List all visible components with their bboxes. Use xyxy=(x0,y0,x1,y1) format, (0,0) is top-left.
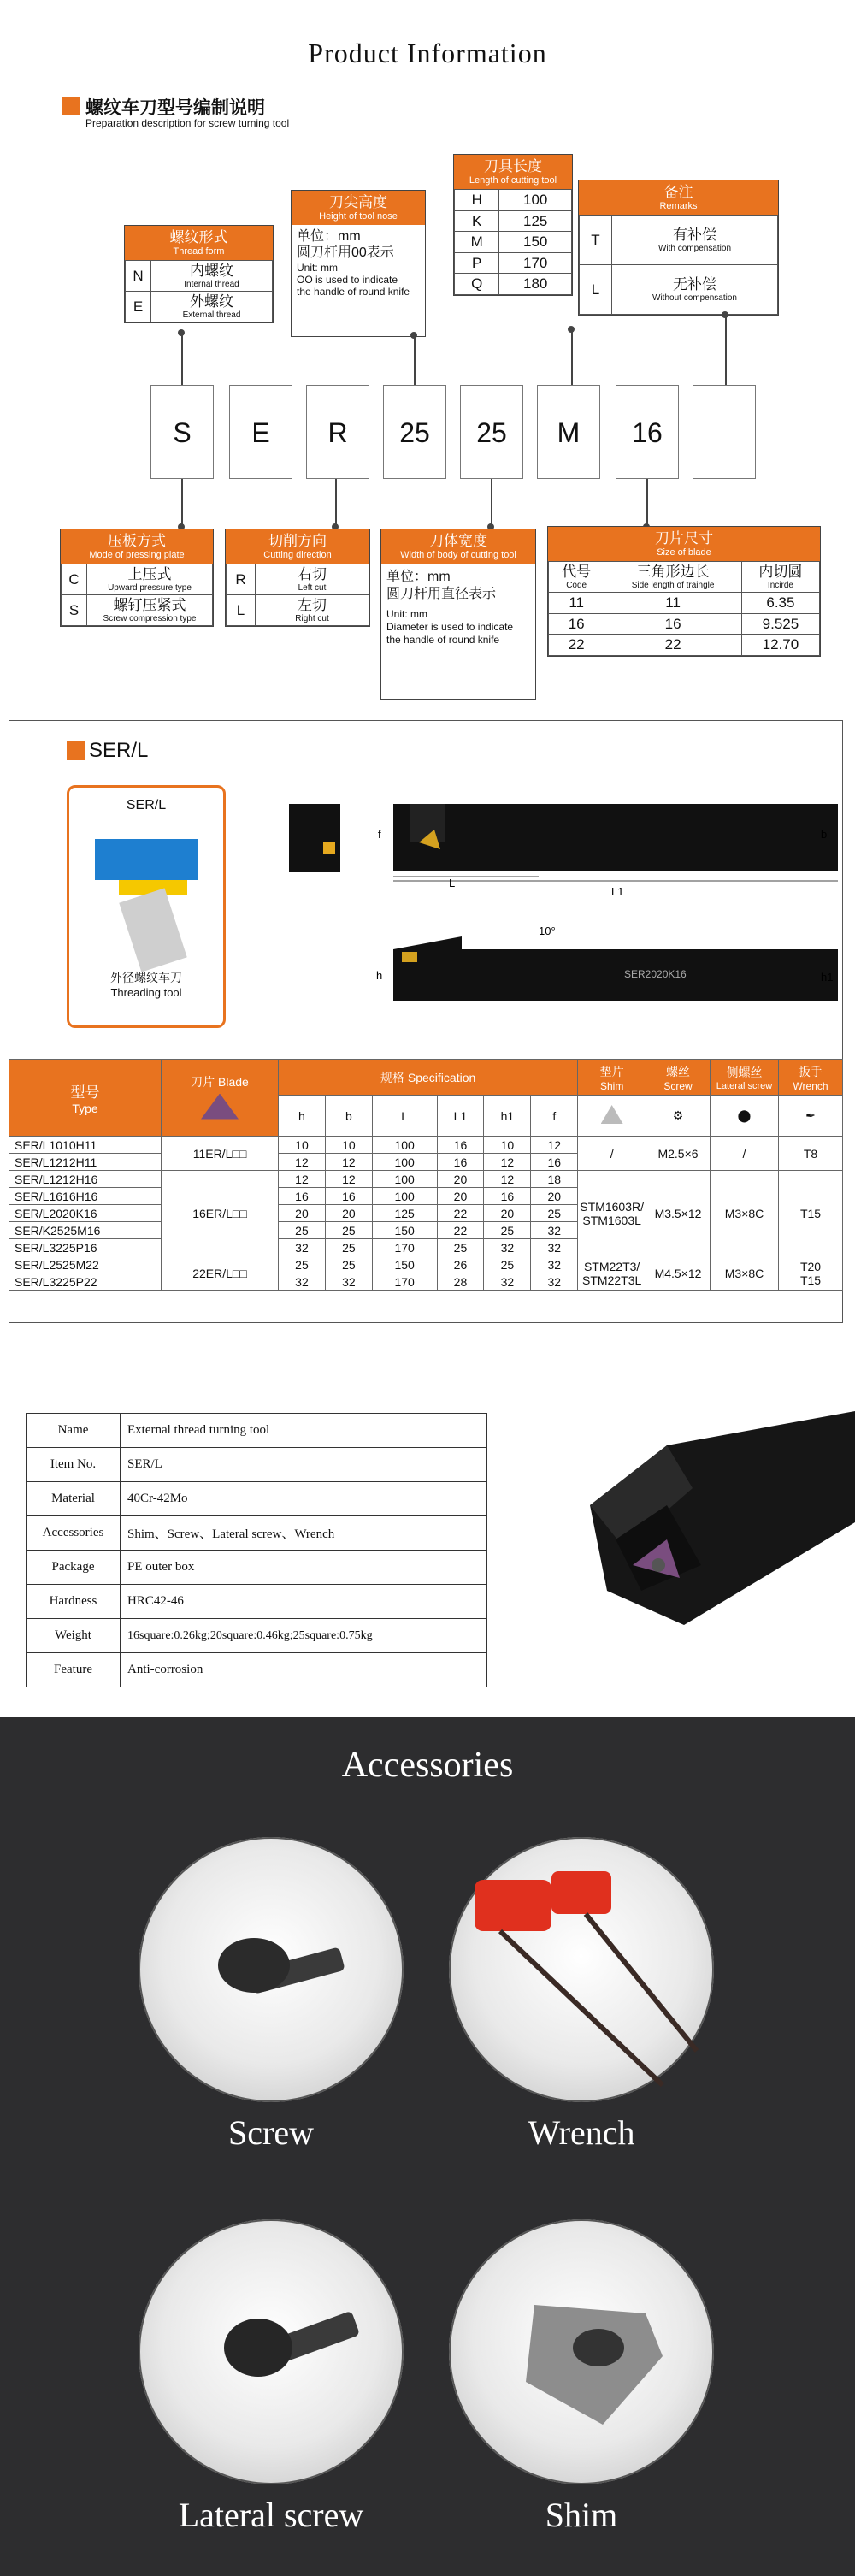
screw-icon: ⚙ xyxy=(672,1108,684,1122)
code-char: R xyxy=(306,385,369,479)
table-row: Weight 16square:0.26kg;20square:0.46kg;25square:0.75kg xyxy=(27,1619,487,1653)
tool-marking: SER2020K16 xyxy=(624,968,687,980)
table-row: Q 180 xyxy=(455,274,572,295)
table-row: E 外螺纹 External thread xyxy=(126,292,273,322)
table-row: T 有补偿 With compensation xyxy=(580,216,778,265)
orange-square-icon xyxy=(67,741,86,760)
table-row: SER/L1010H11 11ER/L□□ 10 10 100 16 10 12 / M2.5×6 / T8 xyxy=(9,1137,843,1154)
info-table xyxy=(26,1413,487,1687)
caption-wrench: Wrench xyxy=(528,2113,635,2152)
lateral-screw-photo xyxy=(139,2219,404,2484)
caption-shim: Shim xyxy=(545,2496,618,2534)
table-row: SER/L3225P16 32 25 170 25 32 32 xyxy=(9,1239,843,1256)
code-char: 25 xyxy=(460,385,523,479)
height-box: 刀尖高度 Height of tool nose 单位：mm 圆刀杆用00表示 Unit: mm OO is used to indicate the handle of round knife xyxy=(291,190,426,337)
dim-L: L xyxy=(449,877,456,889)
accessories-section xyxy=(0,1717,855,2576)
page-title: Product Information xyxy=(308,38,547,68)
table-row: N 内螺纹 Internal thread xyxy=(126,261,273,292)
code-char: 25 xyxy=(383,385,446,479)
tool-photo xyxy=(573,1411,855,1634)
caption-screw: Screw xyxy=(228,2113,314,2152)
table-row: Feature Anti-corrosion xyxy=(27,1653,487,1687)
table-row: R 右切 Left cut xyxy=(227,564,369,595)
shim-icon xyxy=(601,1105,623,1124)
table-row: SER/K2525M16 25 25 150 22 25 32 xyxy=(9,1222,843,1239)
screw-photo xyxy=(139,1837,404,2102)
spec-table: 型号 Type 刀片 Blade 规格 Specification 垫片 Shim 螺丝 Screw 侧螺丝 Lateral screw 扳手 Wrench h b L L1 h1 f ⚙ ⬤ ✒ SER/L1010H11 11ER/L□□ 10 10 100 16 10 12 / M2.5×6 / T8 SER/L1212H11 12 12 100 16 12 16 SER/L1212H16 16ER/L□□ 12 12 100 20 12 18 STM1603R/ STM1603L M3.5×12 M3×8C T15 SER/L1616H16 16 16 100 20 16 20 SER/L2020K16 20 20 125 22 20 25 SER/K2525M16 25 25 150 22 25 32 SER/L3225P16 32 25 170 25 32 32 SER/L2525M22 22ER/L□□ 25 25 150 26 25 32 STM22T3/ STM22T3L M4.5×12 M3×8C T20 T15 SER/L3225P22 32 32 170 28 32 32 xyxy=(9,1059,843,1291)
table-row: Hardness HRC42-46 xyxy=(27,1585,487,1619)
orange-square-icon xyxy=(62,97,80,115)
section-heading-en: Preparation description for screw turning tool xyxy=(86,117,290,129)
lateral-screw-icon: ⬤ xyxy=(737,1108,752,1122)
table-row: L 左切 Right cut xyxy=(227,595,369,626)
dim-h1: h1 xyxy=(821,971,834,984)
wrench-photo xyxy=(449,1837,714,2102)
cutting-direction-box: 切削方向 Cutting direction R 右切 Left cut L 左切 Right cut xyxy=(225,529,370,627)
table-row: SER/L1616H16 16 16 100 20 16 20 xyxy=(9,1188,843,1205)
table-row: H 100 xyxy=(455,190,572,211)
table-row: 11 11 6.35 xyxy=(549,593,820,614)
dim-angle: 10° xyxy=(539,925,556,937)
table-row: SER/L1212H11 12 12 100 16 12 16 xyxy=(9,1154,843,1171)
table-row: SER/L2020K16 20 20 125 22 20 25 xyxy=(9,1205,843,1222)
table-row: C 上压式 Upward pressure type xyxy=(62,564,213,595)
wrench-icon: ✒ xyxy=(805,1108,816,1122)
table-row: S 螺钉压紧式 Screw compression type xyxy=(62,595,213,626)
length-box: 刀具长度 Length of cutting tool H 100 K 125 M 150 P 170 Q 180 xyxy=(453,154,573,296)
accessories-title: Accessories xyxy=(341,1746,514,1785)
table-row: Name External thread turning tool xyxy=(27,1414,487,1448)
dim-h: h xyxy=(376,969,383,982)
table-row: Item No. SER/L xyxy=(27,1448,487,1482)
table-row: SER/L3225P22 32 32 170 28 32 32 xyxy=(9,1273,843,1291)
caption-lateral-screw: Lateral screw xyxy=(178,2496,364,2534)
thread-form-box: 螺纹形式 Thread form N 内螺纹 Internal thread E 外螺纹 External thread xyxy=(124,225,274,323)
table-row: P 170 xyxy=(455,252,572,274)
code-char: S xyxy=(150,385,214,479)
table-row: L 无补偿 Without compensation xyxy=(580,265,778,315)
dim-L1: L1 xyxy=(611,885,624,898)
code-char xyxy=(693,385,756,479)
code-char: E xyxy=(229,385,292,479)
blade-size-box: 刀片尺寸 Size of blade 代号 Code 三角形边长 Side length of traingle 内切圆 Incirde 11 11 6.35 16 16 9.525 22 22 12.70 xyxy=(547,526,821,657)
dim-f: f xyxy=(378,828,381,841)
code-char: 16 xyxy=(616,385,679,479)
table-row: Package PE outer box xyxy=(27,1551,487,1585)
shim-photo xyxy=(449,2219,714,2484)
table-row: Accessories Shim、Screw、Lateral screw、Wrench xyxy=(27,1516,487,1551)
table-row: SER/L2525M22 22ER/L□□ 25 25 150 26 25 32 STM22T3/ STM22T3L M4.5×12 M3×8C T20 T15 xyxy=(9,1256,843,1273)
pressing-box: 压板方式 Mode of pressing plate C 上压式 Upward pressure type S 螺钉压紧式 Screw compression type xyxy=(60,529,214,627)
product-card: SER/L 外径螺纹车刀 Threading tool xyxy=(67,785,226,1028)
table-row: SER/L1212H16 16ER/L□□ 12 12 100 20 12 18 STM1603R/ STM1603L M3.5×12 M3×8C T15 xyxy=(9,1171,843,1188)
table-row: 16 16 9.525 xyxy=(549,613,820,635)
section-heading-cn: 螺纹车刀型号编制说明 xyxy=(86,98,265,118)
table-row: K 125 xyxy=(455,210,572,232)
width-box: 刀体宽度 Width of body of cutting tool 单位：mm 圆刀杆用直径表示 Unit: mm Diameter is used to indicate the handle of round knife xyxy=(380,529,536,700)
table-row: Material 40Cr-42Mo xyxy=(27,1482,487,1516)
dim-b: b xyxy=(821,828,828,841)
table-row: M 150 xyxy=(455,232,572,253)
table-row: 22 22 12.70 xyxy=(549,635,820,656)
table-row: 代号 Code 三角形边长 Side length of traingle 内切圆 Incirde xyxy=(549,562,820,593)
code-char: M xyxy=(537,385,600,479)
remarks-box: 备注 Remarks T 有补偿 With compensation L 无补偿 Without compensation xyxy=(578,180,779,316)
tool-drawings xyxy=(282,791,846,1052)
ser-heading: SER/L xyxy=(89,739,149,762)
